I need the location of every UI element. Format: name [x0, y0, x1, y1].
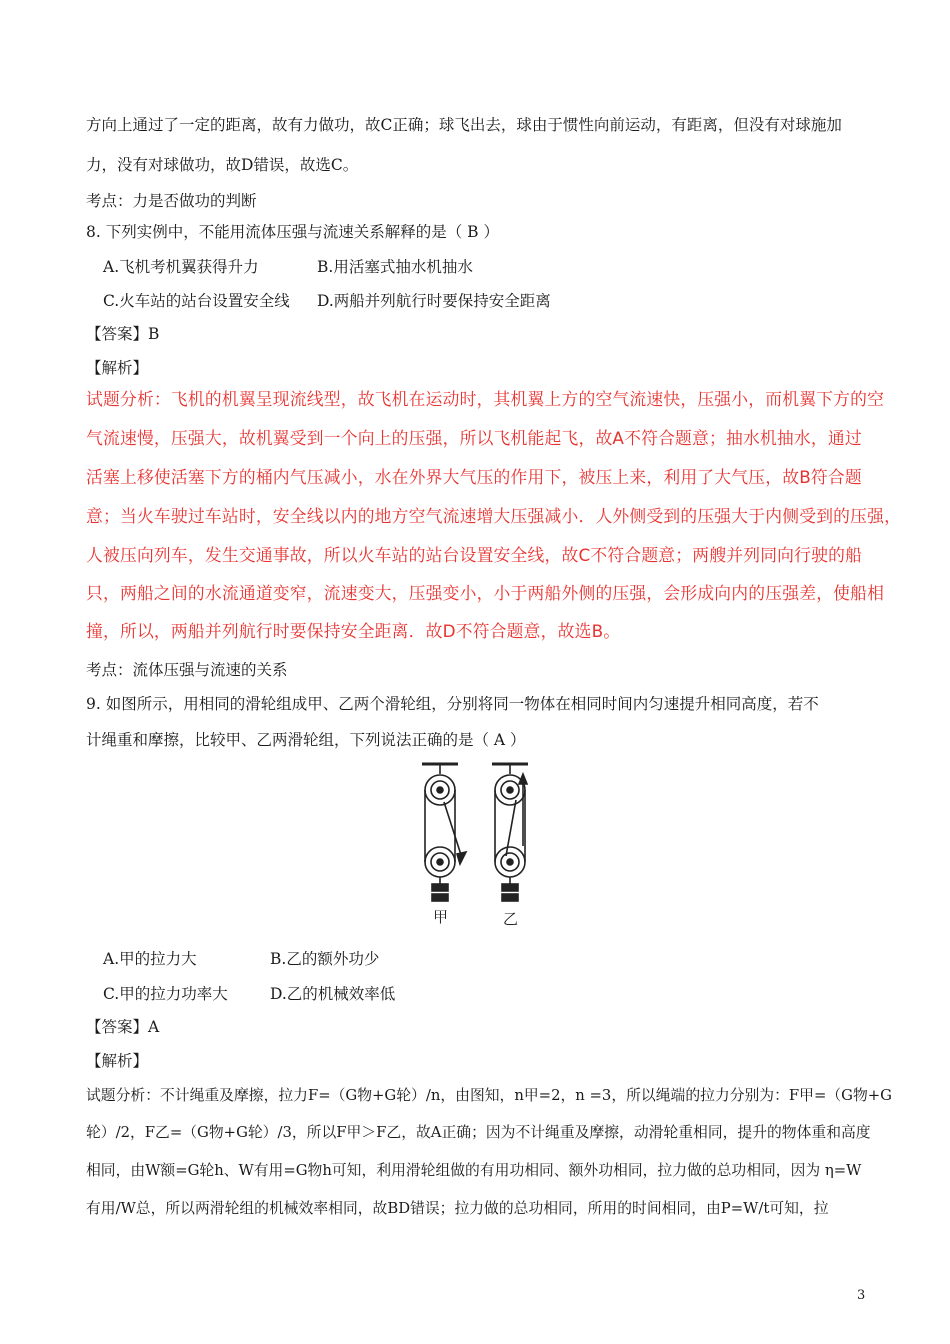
q8-analysis-line: 试题分析：飞机的机翼呈现流线型，故飞机在运动时，其机翼上方的空气流速快，压强小，而机翼下方的空 [86, 389, 885, 409]
q9-stem-line-1: 9. 如图所示，用相同的滑轮组成甲、乙两个滑轮组，分别将同一物体在相同时间内匀速提升相同高度，若不 [86, 695, 819, 713]
q9-analysis-line: 相同，由W额=G轮h、W有用=G物h可知，利用滑轮组做的有用功相同、额外功相同，拉力做的总功相同，因为 η=W [86, 1162, 862, 1179]
q8-option-c: C.火车站的站台设置安全线 [103, 292, 290, 310]
intro-kaodian: 考点：力是否做功的判断 [86, 192, 257, 210]
q9-analysis-line: 有用/W总，所以两滑轮组的机械效率相同，故BD错误；拉力做的总功相同，所用的时间相同，由P=W/t可知，拉 [86, 1200, 829, 1217]
q9-options-row-2 [103, 983, 395, 1005]
q8-analysis-line: 意；当火车驶过车站时，安全线以内的地方空气流速增大压强减小．人外侧受到的压强大于内侧受到的压强， [86, 506, 902, 526]
q8-option-b: B.用活塞式抽水机抽水 [317, 258, 473, 276]
q8-option-d: D.两船并列航行时要保持安全距离 [317, 292, 551, 310]
q9-option-a: A.甲的拉力大 [103, 950, 197, 968]
figure-label-yi: 乙 [503, 910, 519, 928]
q8-stem: 8. 下列实例中，不能用流体压强与流速关系解释的是（ B ） [86, 223, 499, 241]
q9-stem-line-2: 计绳重和摩擦，比较甲、乙两滑轮组，下列说法正确的是（ A ） [86, 731, 526, 749]
q8-option-a: A.飞机考机翼获得升力 [103, 258, 259, 276]
q9-option-d: D.乙的机械效率低 [270, 985, 396, 1003]
q8-analysis-label: 【解析】 [86, 359, 149, 377]
q8-analysis-line: 气流速慢，压强大，故机翼受到一个向上的压强，所以飞机能起飞，故A不符合题意；抽水机抽水，通过 [86, 428, 862, 448]
q9-option-c: C.甲的拉力功率大 [103, 985, 228, 1003]
q8-kaodian: 考点：流体压强与流速的关系 [86, 661, 288, 679]
q8-analysis-line: 活塞上移使活塞下方的桶内气压减小，水在外界大气压的作用下，被压上来，利用了大气压，故B符合题 [86, 467, 862, 487]
q8-analysis-line: 撞，所以，两船并列航行时要保持安全距离．故D不符合题意，故选B。 [86, 621, 621, 641]
q9-option-b: B.乙的额外功少 [270, 950, 380, 968]
q8-options-row-1 [103, 256, 473, 278]
q9-options-row-1 [103, 948, 379, 970]
q8-analysis-line: 只，两船之间的水流通道变窄，流速变大，压强变小，小于两船外侧的压强，会形成向内的压强差，使船相 [86, 583, 885, 603]
page-number: 3 [857, 1288, 866, 1303]
q9-analysis-label: 【解析】 [86, 1052, 149, 1070]
intro-line-1: 方向上通过了一定的距离，故有力做功，故C正确；球飞出去，球由于惯性向前运动，有距离，但没有对球施加 [86, 116, 842, 134]
q8-options-row-2 [103, 290, 551, 312]
figure-label-jia: 甲 [433, 908, 449, 926]
intro-line-2: 力，没有对球做功，故D错误，故选C。 [86, 156, 359, 174]
q9-answer: 【答案】A [86, 1018, 160, 1036]
pulley-system-figure [420, 760, 530, 940]
q8-answer: 【答案】B [86, 325, 160, 343]
q9-analysis-line: 试题分析：不计绳重及摩擦，拉力F=（G物+G轮）/n，由图知，n甲=2，n =3，所以绳端的拉力分别为：F甲=（G物+G [86, 1087, 892, 1104]
q8-analysis-line: 人被压向列车，发生交通事故，所以火车站的站台设置安全线，故C不符合题意；两艘并列同向行驶的船 [86, 545, 863, 565]
q9-analysis-line: 轮）/2，F乙=（G物+G轮）/3，所以F甲＞F乙，故A正确；因为不计绳重及摩擦，动滑轮重相同，提升的物体重和高度 [86, 1124, 871, 1141]
